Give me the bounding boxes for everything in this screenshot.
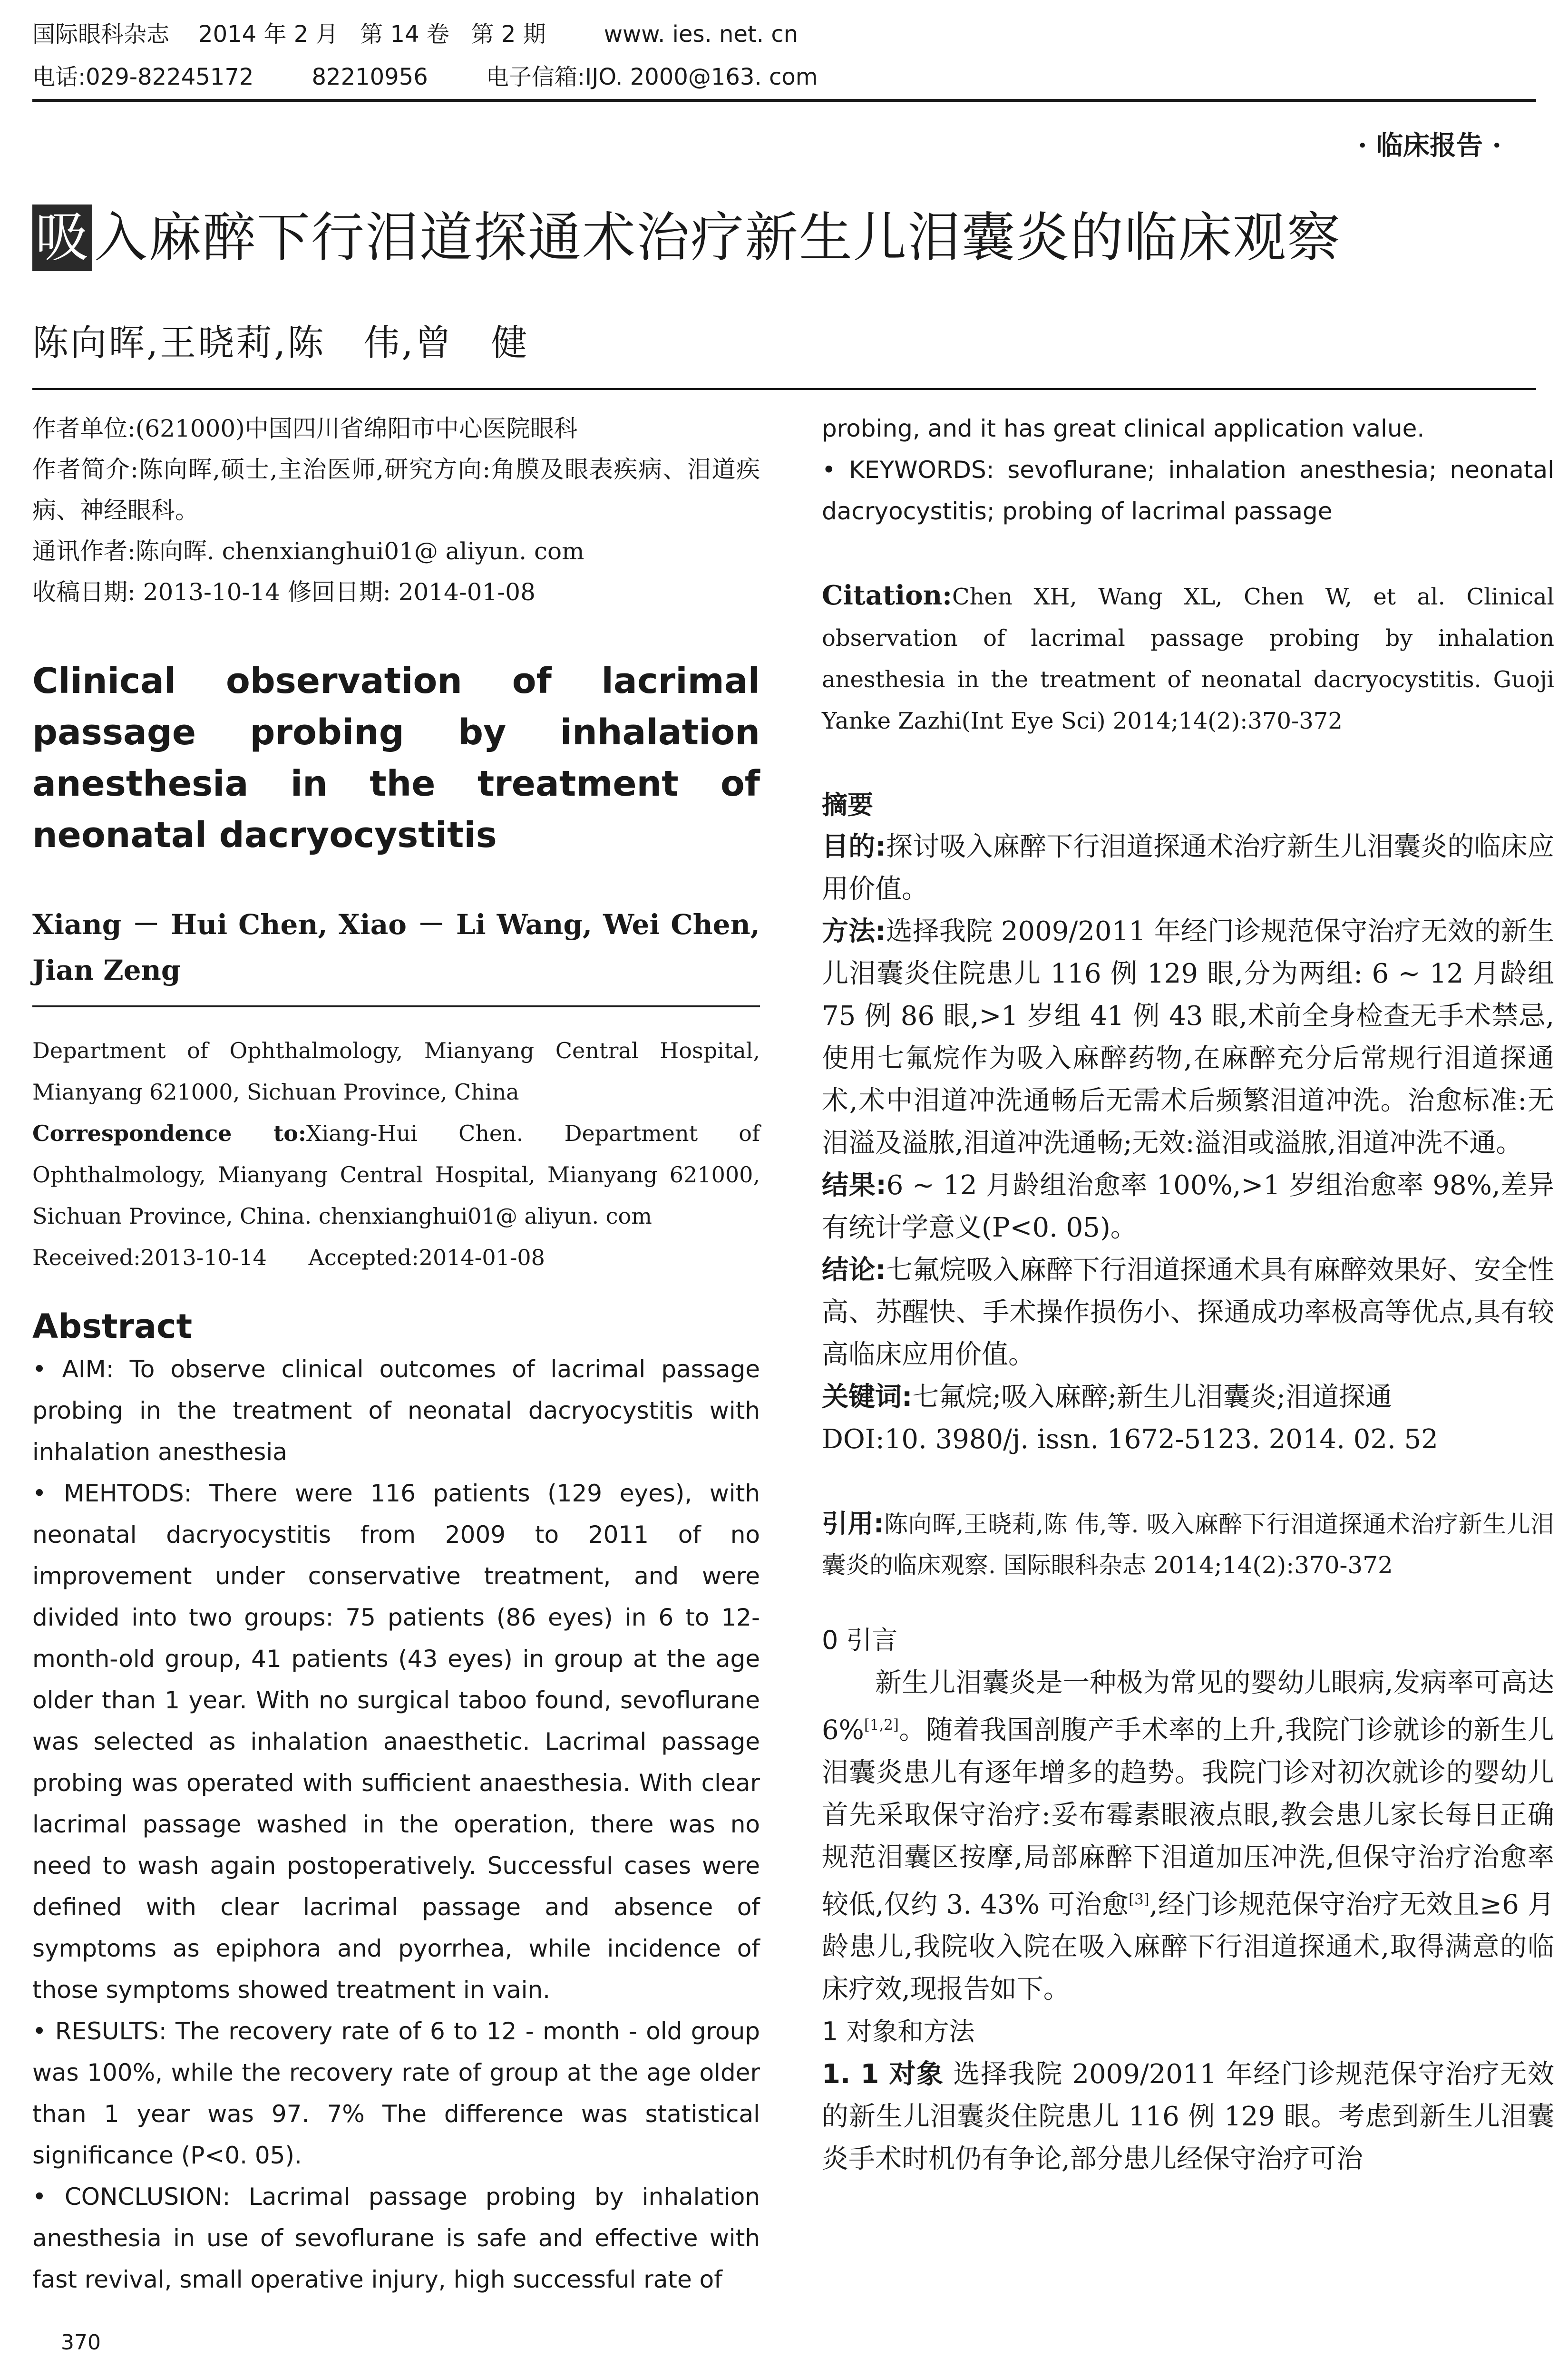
affiliation-block xyxy=(32,408,760,613)
title-rule xyxy=(32,388,1536,390)
citation xyxy=(822,575,1554,742)
authors-rule xyxy=(32,1005,760,1007)
journal-header-line2: 电话:029-82245172 82210956 电子信箱:IJO. 2000@163. com xyxy=(32,64,818,90)
english-affiliation: Department of Ophthalmology, Mianyang Central Hospital, Mianyang 621000, Sichuan Province, China xyxy=(32,1038,760,1105)
abstract-keywords: • KEYWORDS: sevoflurane; inhalation anesthesia; neonatal dacryocystitis; probing of lacrimal passage xyxy=(822,456,1554,525)
subjects-text: 选择我院 2009/2011 年经门诊规范保守治疗无效的新生儿泪囊炎住院患儿 116 例 129 眼。考虑到新生儿泪囊炎手术时机仍有争论,部分患儿经保守治疗可治 xyxy=(822,2059,1554,2175)
aim-text: 探讨吸入麻醉下行泪道探通术治疗新生儿泪囊炎的临床应用价值。 xyxy=(822,831,1554,905)
zhaiyao-conclusion xyxy=(822,1249,1554,1376)
left-column xyxy=(32,408,760,2300)
results-text: 6 ~ 12 月龄组治愈率 100%,>1 岁组治愈率 98%,差异有统计学意义(P<0. 05)。 xyxy=(822,1170,1554,1243)
methods-label: 方法: xyxy=(822,916,886,947)
conclusion-label: 结论: xyxy=(822,1255,886,1286)
aim-label: 目的: xyxy=(822,831,886,862)
citation-text: Chen XH, Wang XL, Chen W, et al. Clinical observation of lacrimal passage probing by inhalation anesthesia in the treatment of neonatal dacryocystitis. Guoji Yanke Zazhi(Int Eye Sci) 2014;14(2):370-372 xyxy=(822,584,1554,734)
zhaiyao-results xyxy=(822,1164,1554,1249)
page-number: 370 xyxy=(61,2330,101,2355)
abstract-aim: • AIM: To observe clinical outcomes of lacrimal passage probing in the treatment of neonatal dacryocystitis with inhalation anesthesia xyxy=(32,1355,760,1466)
english-authors: Xiang － Hui Chen, Xiao － Li Wang, Wei Chen, Jian Zeng xyxy=(32,908,760,986)
received-accepted: Received:2013-10-14 Accepted:2014-01-08 xyxy=(32,1245,545,1270)
ref-3: [3] xyxy=(1129,1890,1149,1908)
correspondence-text: Xiang-Hui Chen. Department of Ophthalmology, Mianyang Central Hospital, Mianyang 621000, Sichuan Province, China. chenxianghui01@ aliyun. com xyxy=(32,1120,760,1229)
authors-cn: 陈向晖,王晓莉,陈 伟,曾 健 xyxy=(32,321,529,364)
english-title: Clinical observation of lacrimal passage probing by inhalation anesthesia in the treatment of neonatal dacryocystitis xyxy=(32,661,760,856)
zhaiyao-aim xyxy=(822,826,1554,910)
section-tag: · 临床报告 · xyxy=(1358,130,1501,161)
abstract-methods: • MEHTODS: There were 116 patients (129 eyes), with neonatal dacryocystitis from 2009 to 2011 of no improvement under conservative treatment, and were divided into two groups: 75 patients (86 eyes) in 6 to 12-month-old group, 41 patients (43 eyes) in group at the age older than 1 year. With no surgical taboo found, sevoflurane was selected as inhalation anaesthetic. Lacrimal passage probing was operated with sufficient anaesthesia. With clear lacrimal passage washed in the operation, there was no need to wash again postoperatively. Successful cases were defined with clear lacrimal passage and absence of symptoms as epiphora and pyorrhea, while incidence of those symptoms showed treatment in vain. xyxy=(32,1480,760,2004)
correspondence-label: Correspondence to: xyxy=(32,1120,306,1146)
results-label: 结果: xyxy=(822,1170,886,1201)
title-rest: 入麻醉下行泪道探通术治疗新生儿泪囊炎的临床观察 xyxy=(94,207,1341,269)
right-column xyxy=(822,408,1554,2180)
abstract-conclusion: • CONCLUSION: Lacrimal passage probing by inhalation anesthesia in use of sevoflurane is safe and effective with fast revival, small operative injury, high successful rate of xyxy=(32,2183,760,2293)
cite-cn-label: 引用: xyxy=(822,1509,884,1539)
intro-text-c: ,经门诊规范保守治疗无效且≥6 月龄患儿,我院收入院在吸入麻醉下行泪道探通术,取得满意的临床疗效,现报告如下。 xyxy=(822,1889,1555,2005)
intro-paragraph xyxy=(822,1662,1554,2010)
intro-text-a: 新生儿泪囊炎是一种极为常见的婴幼儿眼病,发病率可高达 6% xyxy=(822,1667,1554,1746)
citation-label: Citation: xyxy=(822,580,952,611)
title-first-char: 吸 xyxy=(32,205,92,271)
section-0-heading: 0 引言 xyxy=(822,1625,898,1655)
dates-line: 收稿日期: 2013-10-14 修回日期: 2014-01-08 xyxy=(32,578,536,606)
corresponding-author-line: 通讯作者:陈向晖. chenxianghui01@ aliyun. com xyxy=(32,537,584,565)
correspondence xyxy=(32,1113,760,1237)
affiliation-line: 作者单位:(621000)中国四川省绵阳市中心医院眼科 xyxy=(32,415,578,442)
abstract-conclusion-cont: probing, and it has great clinical application value. xyxy=(822,415,1425,442)
article-title xyxy=(32,205,1535,271)
cite-cn-text: 陈向晖,王晓莉,陈 伟,等. 吸入麻醉下行泪道探通术治疗新生儿泪囊炎的临床观察. 国际眼科杂志 2014;14(2):370-372 xyxy=(822,1510,1554,1579)
doi: DOI:10. 3980/j. issn. 1672-5123. 2014. 02. 52 xyxy=(822,1424,1438,1455)
zhaiyao-methods xyxy=(822,910,1554,1164)
keywords-label: 关键词: xyxy=(822,1382,913,1413)
ref-1-2: [1,2] xyxy=(864,1716,899,1734)
journal-header-line1: 国际眼科杂志 2014 年 2 月 第 14 卷 第 2 期 www. ies. net. cn xyxy=(32,21,799,48)
cite-cn xyxy=(822,1503,1554,1586)
keywords-text: 七氟烷;吸入麻醉;新生儿泪囊炎;泪道探通 xyxy=(912,1382,1393,1413)
subjects-label: 1. 1 对象 xyxy=(822,2059,944,2090)
header-rule xyxy=(32,99,1536,102)
zhaiyao-heading: 摘要 xyxy=(822,790,873,820)
section-1-heading: 1 对象和方法 xyxy=(822,2017,975,2047)
intro-text-b: 。随着我国剖腹产手术率的上升,我院门诊就诊的新生儿泪囊炎患儿有逐年增多的趋势。我院门诊对初次就诊的婴幼儿首先采取保守治疗:妥布霉素眼液点眼,教会患儿家长每日正确规范泪囊区按摩,局部麻醉下泪道加压冲洗,但保守治疗治愈率较低,仅约 3. 43% 可治愈 xyxy=(822,1715,1554,1920)
abstract-heading: Abstract xyxy=(32,1307,193,1346)
subjects-paragraph xyxy=(822,2053,1554,2180)
zhaiyao-keywords xyxy=(822,1376,1554,1418)
conclusion-text: 七氟烷吸入麻醉下行泪道探通术具有麻醉效果好、安全性高、苏醒快、手术操作损伤小、探通成功率极高等优点,具有较高临床应用价值。 xyxy=(822,1255,1554,1370)
methods-text: 选择我院 2009/2011 年经门诊规范保守治疗无效的新生儿泪囊炎住院患儿 116 例 129 眼,分为两组: 6 ~ 12 月龄组 75 例 86 眼,>1 岁组 41 例 43 眼,术前全身检查无手术禁忌,使用七氟烷作为吸入麻醉药物,在麻醉充分后常规行泪道探通术,术中泪道冲洗通畅后无需术后频繁泪道冲洗。治愈标准:无泪溢及溢脓,泪道冲洗通畅;无效:溢泪或溢脓,泪道冲洗不通。 xyxy=(822,916,1554,1159)
abstract-results: • RESULTS: The recovery rate of 6 to 12 - month - old group was 100%, while the recovery rate of group at the age older than 1 year was 97. 7% The difference was statistical significance (P<0. 05). xyxy=(32,2017,760,2169)
author-bio-line: 作者简介:陈向晖,硕士,主治医师,研究方向:角膜及眼表疾病、泪道疾病、神经眼科。 xyxy=(32,456,760,524)
